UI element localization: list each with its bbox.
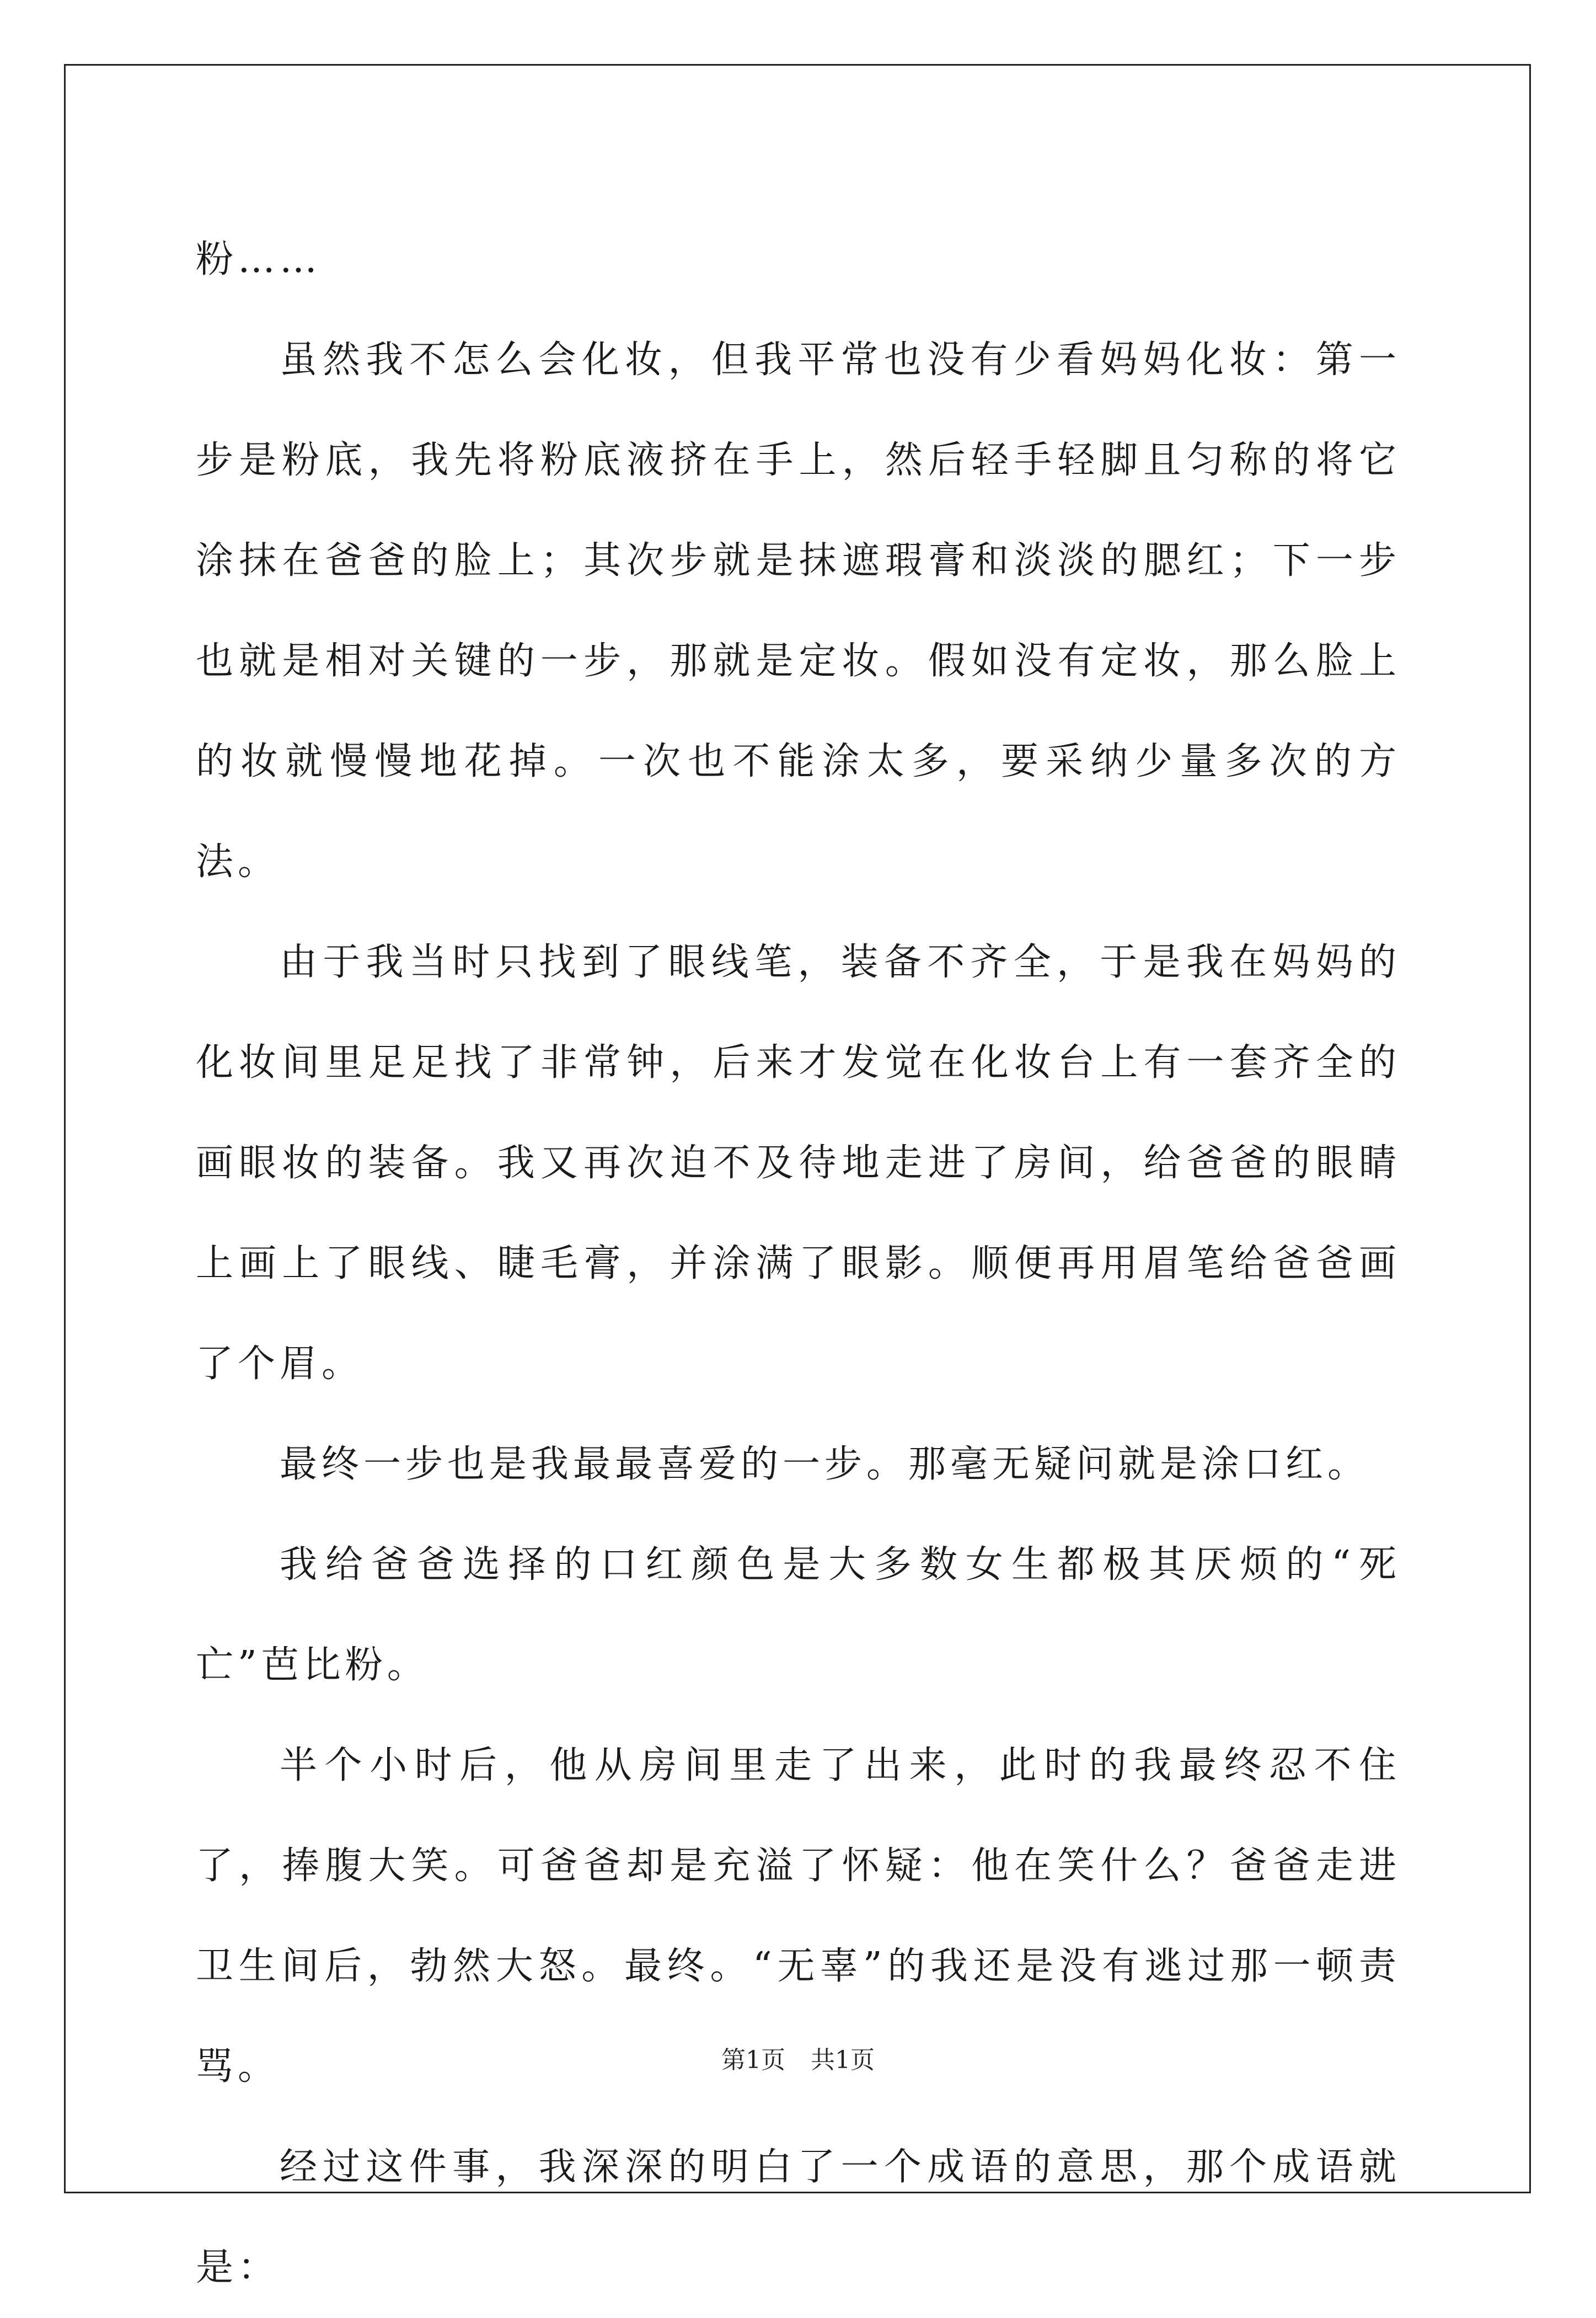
page-number-current: 第1页 [721,2046,785,2074]
paragraph-4: 最终一步也是我最最喜爱的一步。那毫无疑问就是涂口红。 [280,1443,1370,1486]
paragraph-5: 我给爸爸选择的口红颜色是大多数女生都极其厌烦的“死亡”芭比粉。 [196,1543,1401,1687]
paragraph-7: 经过这件事，我深深的明白了一个成语的意思，那个成语就是： [196,2145,1401,2289]
page-number-total: 共1页 [811,2046,875,2074]
paragraph-6: 半个小时后，他从房间里走了出来，此时的我最终忍不住了，捧腹大笑。可爸爸却是充溢了怀疑：他在笑什么？爸爸走进卫生间后，勃然大怒。最终。“无辜”的我还是没有逃过那一顿责骂。 [196,1744,1401,2089]
paragraph-1: 粉…… [196,238,322,281]
paragraph-3: 由于我当时只找到了眼线笔，装备不齐全，于是我在妈妈的化妆间里足足找了非常钟，后来才发觉在化妆台上有一套齐全的画眼妆的装备。我又再次迫不及待地走进了房间，给爸爸的眼睛上画上了眼线、睫毛膏，并涂满了眼影。顺便再用眉笔给爸爸画了个眉。 [196,941,1401,1386]
page-footer [0,2044,1596,2077]
document-body [196,210,1401,2318]
paragraph-2: 虽然我不怎么会化妆，但我平常也没有少看妈妈化妆：第一步是粉底，我先将粉底液挤在手上，然后轻手轻脚且匀称的将它涂抹在爸爸的脸上；其次步就是抹遮瑕膏和淡淡的腮红；下一步也就是相对关键的一步，那就是定妆。假如没有定妆，那么脸上的妆就慢慢地花掉。一次也不能涂太多，要采纳少量多次的方法。 [196,338,1401,884]
